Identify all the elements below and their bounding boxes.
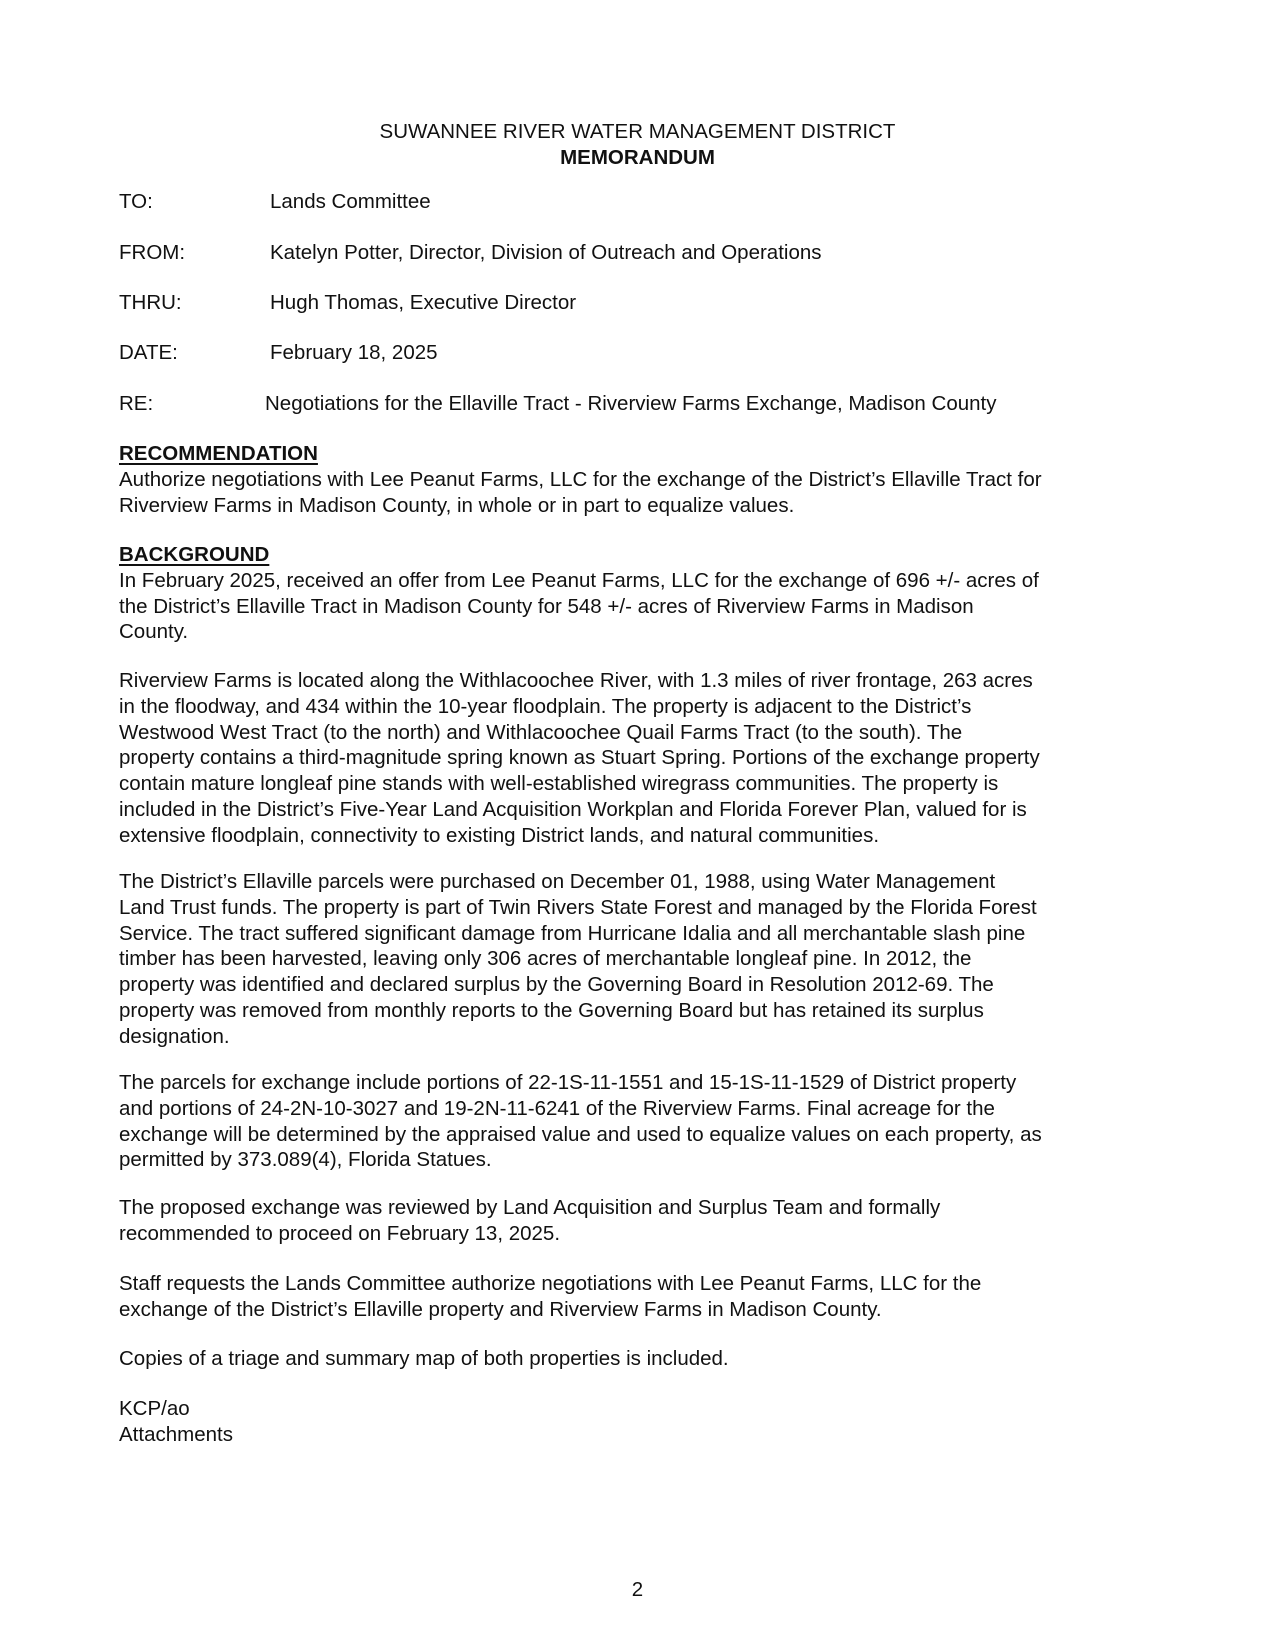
memo-footer <box>119 1396 1159 1448</box>
from-value: Katelyn Potter, Director, Division of Outreach and Operations <box>270 241 822 264</box>
recommendation-heading: RECOMMENDATION <box>119 442 318 465</box>
paragraph-line: Land Trust funds. The property is part of Twin Rivers State Forest and managed by the Florida Forest <box>119 895 1037 919</box>
from-label: FROM: <box>119 241 186 264</box>
thru-value: Hugh Thomas, Executive Director <box>270 291 577 314</box>
paragraph-line: Service. The tract suffered significant damage from Hurricane Idalia and all merchantable slash pine <box>119 921 1026 945</box>
background-section <box>119 542 1159 645</box>
background-paragraph-request <box>119 1271 1159 1323</box>
date-value: February 18, 2025 <box>270 341 438 364</box>
paragraph-line: exchange will be determined by the appraised value and used to equalize values on each property, as <box>119 1122 1042 1146</box>
recommendation-line: Authorize negotiations with Lee Peanut Farms, LLC for the exchange of the District’s Ellaville Tract for <box>119 467 1042 491</box>
paragraph-line: County. <box>119 620 189 644</box>
to-value: Lands Committee <box>270 190 431 213</box>
paragraph-line: exchange of the District’s Ellaville property and Riverview Farms in Madison County. <box>119 1297 882 1321</box>
paragraph-line: property was removed from monthly reports to the Governing Board but has retained its surplus <box>119 998 984 1022</box>
date-label: DATE: <box>119 341 178 364</box>
paragraph-line: extensive floodplain, connectivity to existing District lands, and natural communities. <box>119 823 880 847</box>
paragraph-line: Copies of a triage and summary map of both properties is included. <box>119 1347 729 1370</box>
recommendation-section <box>119 441 1159 518</box>
re-label: RE: <box>119 392 154 415</box>
paragraph-line: The parcels for exchange include portions of 22-1S-11-1551 and 15-1S-11-1529 of District property <box>119 1071 1017 1094</box>
paragraph-line: recommended to proceed on February 13, 2025. <box>119 1221 561 1245</box>
paragraph-line: designation. <box>119 1024 230 1048</box>
background-paragraph-review <box>119 1195 1159 1247</box>
background-paragraph-copies <box>119 1346 1159 1372</box>
paragraph-line: property was identified and declared surplus by the Governing Board in Resolution 2012-69. The <box>119 973 994 997</box>
paragraph-line: The District’s Ellaville parcels were purchased on December 01, 1988, using Water Management <box>119 870 996 893</box>
paragraph-line: included in the District’s Five-Year Land Acquisition Workplan and Florida Forever Plan, valued for is <box>119 797 1027 821</box>
paragraph-line: in the floodway, and 434 within the 10-year floodplain. The property is adjacent to the District’s <box>119 694 972 718</box>
document-type: MEMORANDUM <box>560 146 715 169</box>
paragraph-line: In February 2025, received an offer from Lee Peanut Farms, LLC for the exchange of 696 +/- acres of <box>119 568 1039 592</box>
background-paragraph-ellaville <box>119 869 1159 1050</box>
paragraph-line: the District’s Ellaville Tract in Madison County for 548 +/- acres of Riverview Farms in Madison <box>119 594 974 618</box>
background-heading: BACKGROUND <box>119 543 270 566</box>
recommendation-line: Riverview Farms in Madison County, in whole or in part to equalize values. <box>119 493 795 517</box>
page-number: 2 <box>631 1578 644 1601</box>
to-label: TO: <box>119 190 153 213</box>
background-paragraph-parcels <box>119 1070 1159 1173</box>
author-initials: KCP/ao <box>119 1397 190 1420</box>
paragraph-line: Westwood West Tract (to the north) and Withlacoochee Quail Farms Tract (to the south). The <box>119 720 963 744</box>
paragraph-line: and portions of 24-2N-10-3027 and 19-2N-11-6241 of the Riverview Farms. Final acreage for the <box>119 1096 995 1120</box>
paragraph-line: permitted by 373.089(4), Florida Statues. <box>119 1148 492 1172</box>
paragraph-line: The proposed exchange was reviewed by Land Acquisition and Surplus Team and formally <box>119 1196 941 1219</box>
paragraph-line: Staff requests the Lands Committee authorize negotiations with Lee Peanut Farms, LLC for the <box>119 1272 982 1295</box>
organization-name: SUWANNEE RIVER WATER MANAGEMENT DISTRICT <box>379 120 896 143</box>
paragraph-line: contain mature longleaf pine stands with well-established wiregrass communities. The property is <box>119 772 999 796</box>
re-value: Negotiations for the Ellaville Tract - Riverview Farms Exchange, Madison County <box>265 392 997 415</box>
paragraph-line: timber has been harvested, leaving only 306 acres of merchantable longleaf pine. In 2012, the <box>119 947 972 971</box>
background-paragraph-riverview <box>119 668 1159 849</box>
attachments-note: Attachments <box>119 1422 233 1446</box>
paragraph-line: property contains a third-magnitude spring known as Stuart Spring. Portions of the exchange property <box>119 746 1040 770</box>
thru-label: THRU: <box>119 291 182 314</box>
paragraph-line: Riverview Farms is located along the Withlacoochee River, with 1.3 miles of river frontage, 263 acres <box>119 669 1033 692</box>
